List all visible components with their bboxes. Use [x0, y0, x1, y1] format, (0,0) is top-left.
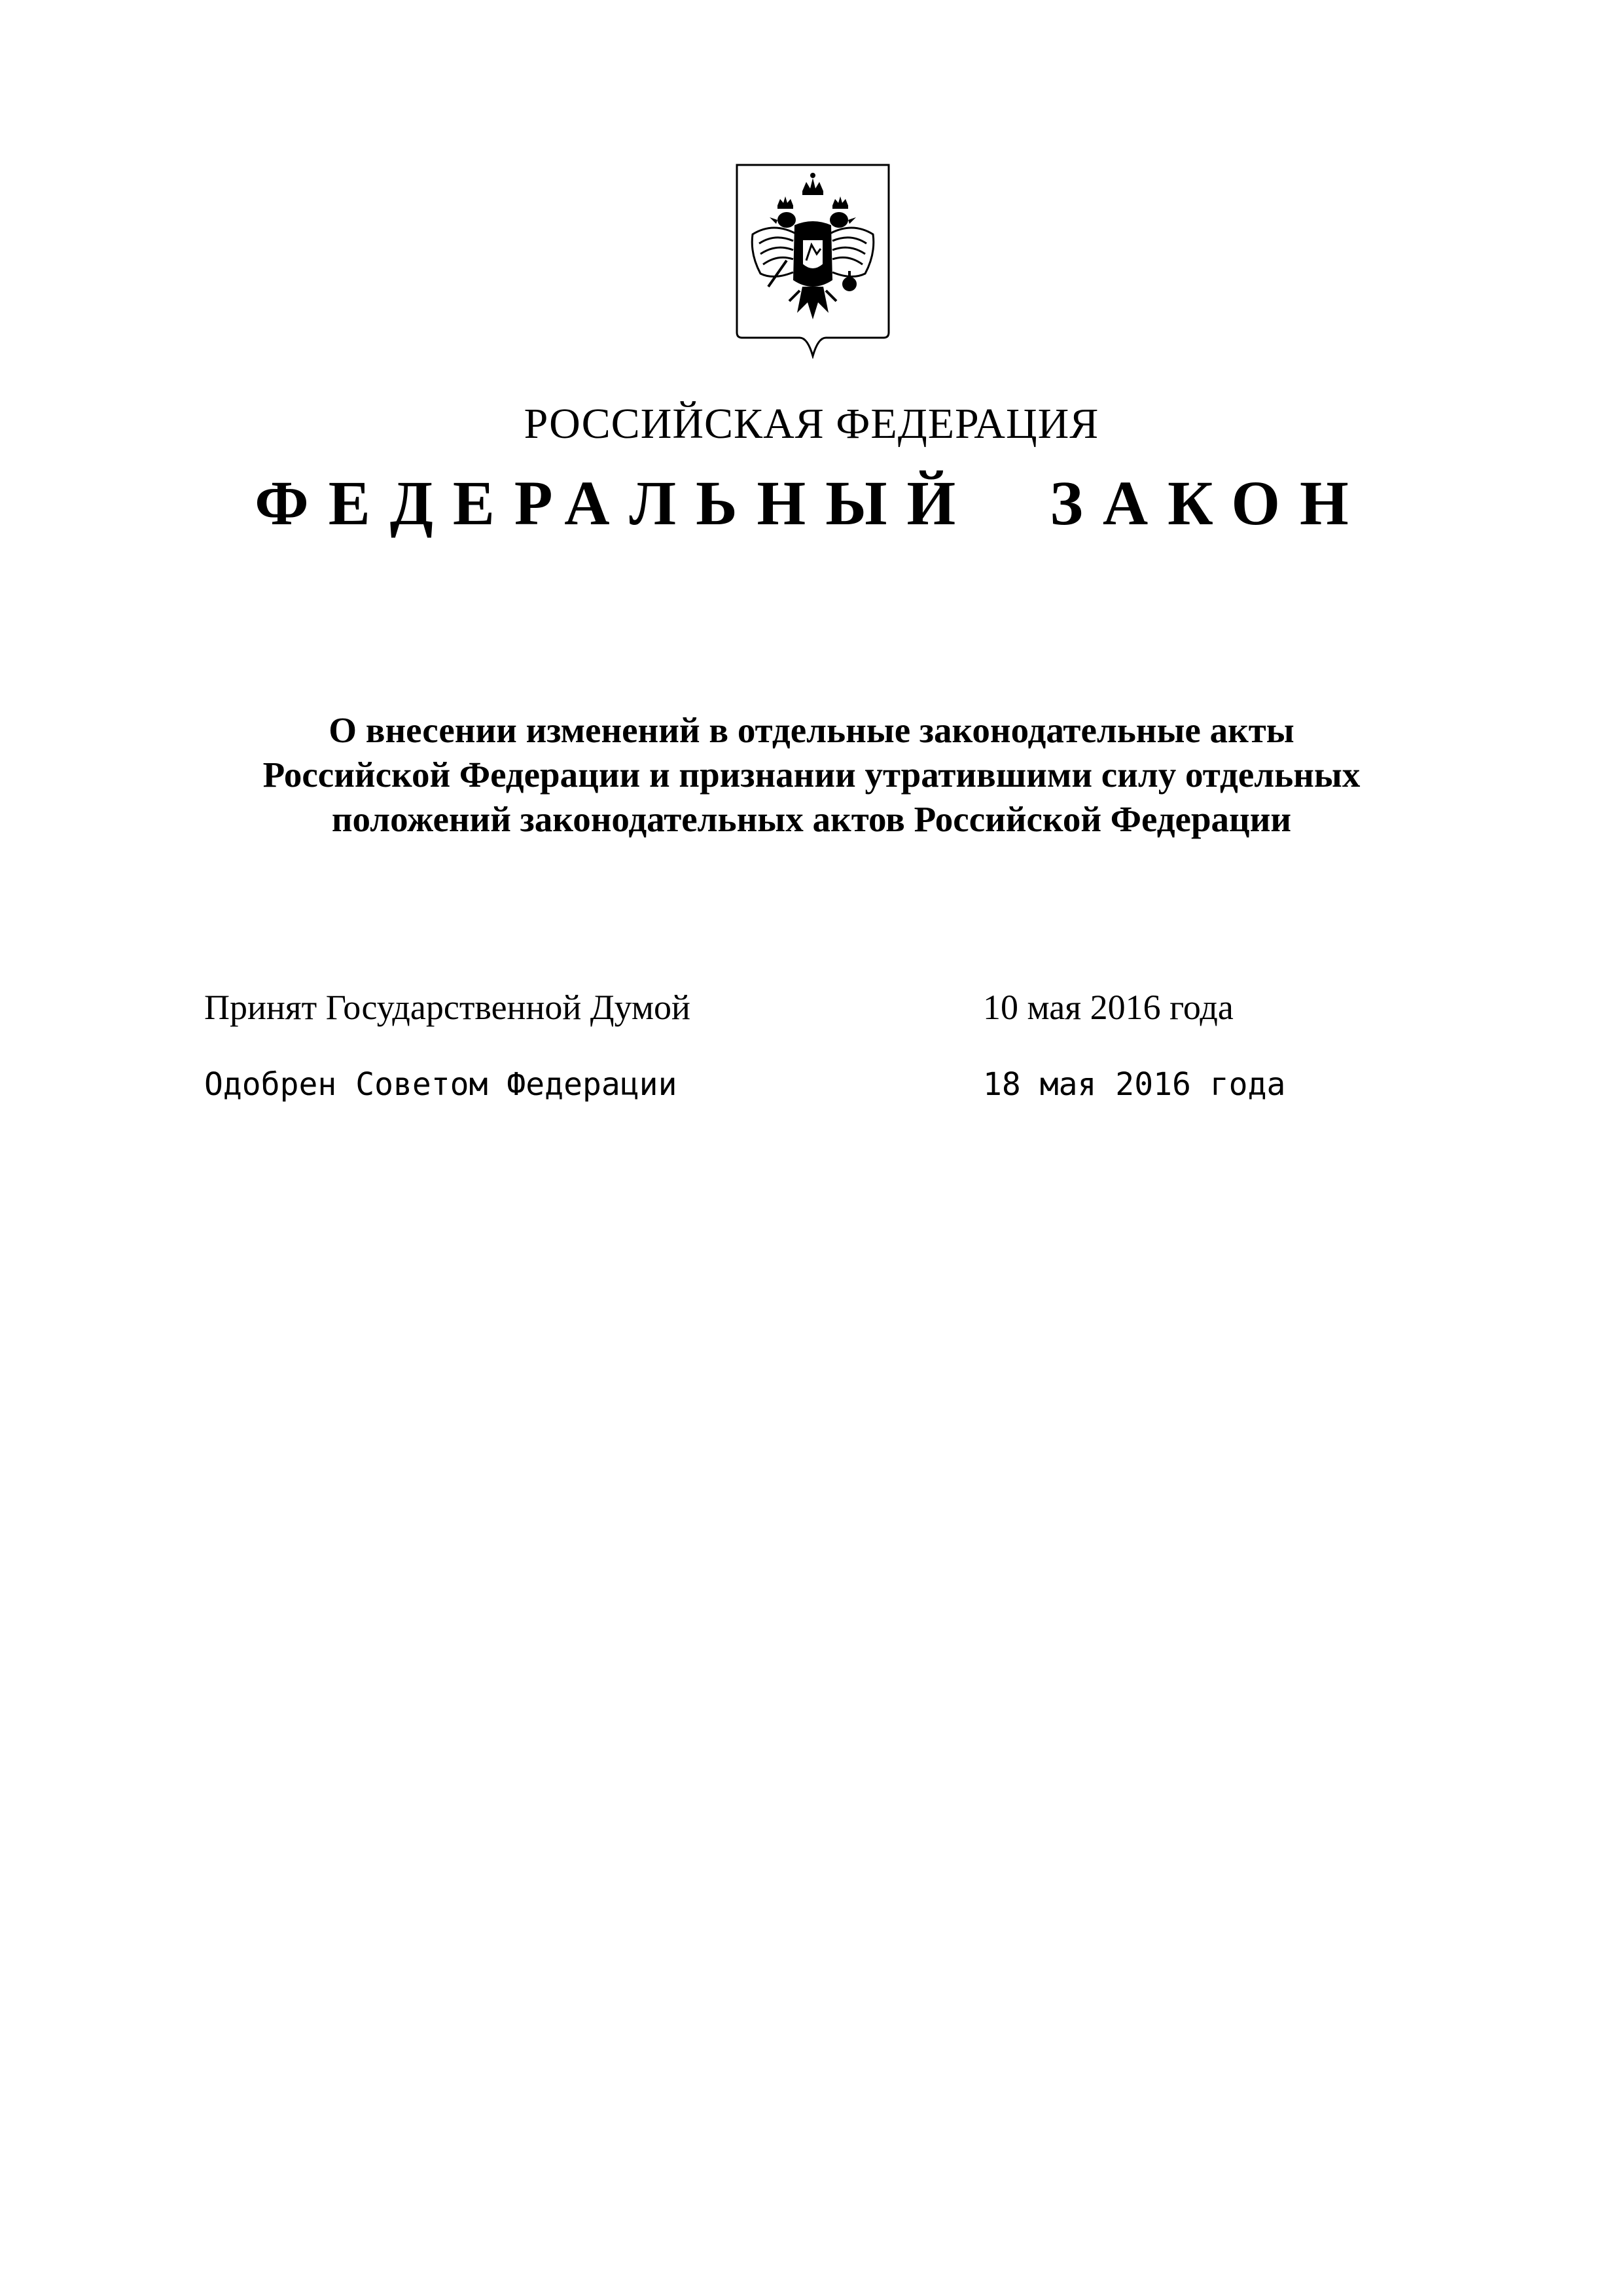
approval-council-label: Одобрен Советом Федерации — [204, 1066, 677, 1103]
approval-duma-date: 10 мая 2016 года — [983, 988, 1234, 1027]
approval-duma-label: Принят Государственной Думой — [204, 988, 690, 1027]
law-title — [196, 708, 1427, 842]
approval-council-date: 18 мая 2016 года — [983, 1066, 1286, 1103]
country-name: РОССИЙСКАЯ ФЕДЕРАЦИЯ — [524, 400, 1099, 448]
law-title-line: положений законодательных актов Российской Федерации — [331, 799, 1292, 839]
law-title-line: О внесении изменений в отдельные законодательные акты — [329, 710, 1294, 750]
approval-duma — [204, 984, 1382, 1030]
law-title-line: Российской Федерации и признании утратившими силу отдельных — [262, 755, 1361, 795]
approval-council — [204, 1062, 1382, 1107]
document-type: ФЕДЕРАЛЬНЫЙ ЗАКОН — [255, 468, 1368, 538]
coat-of-arms-icon — [734, 162, 891, 359]
